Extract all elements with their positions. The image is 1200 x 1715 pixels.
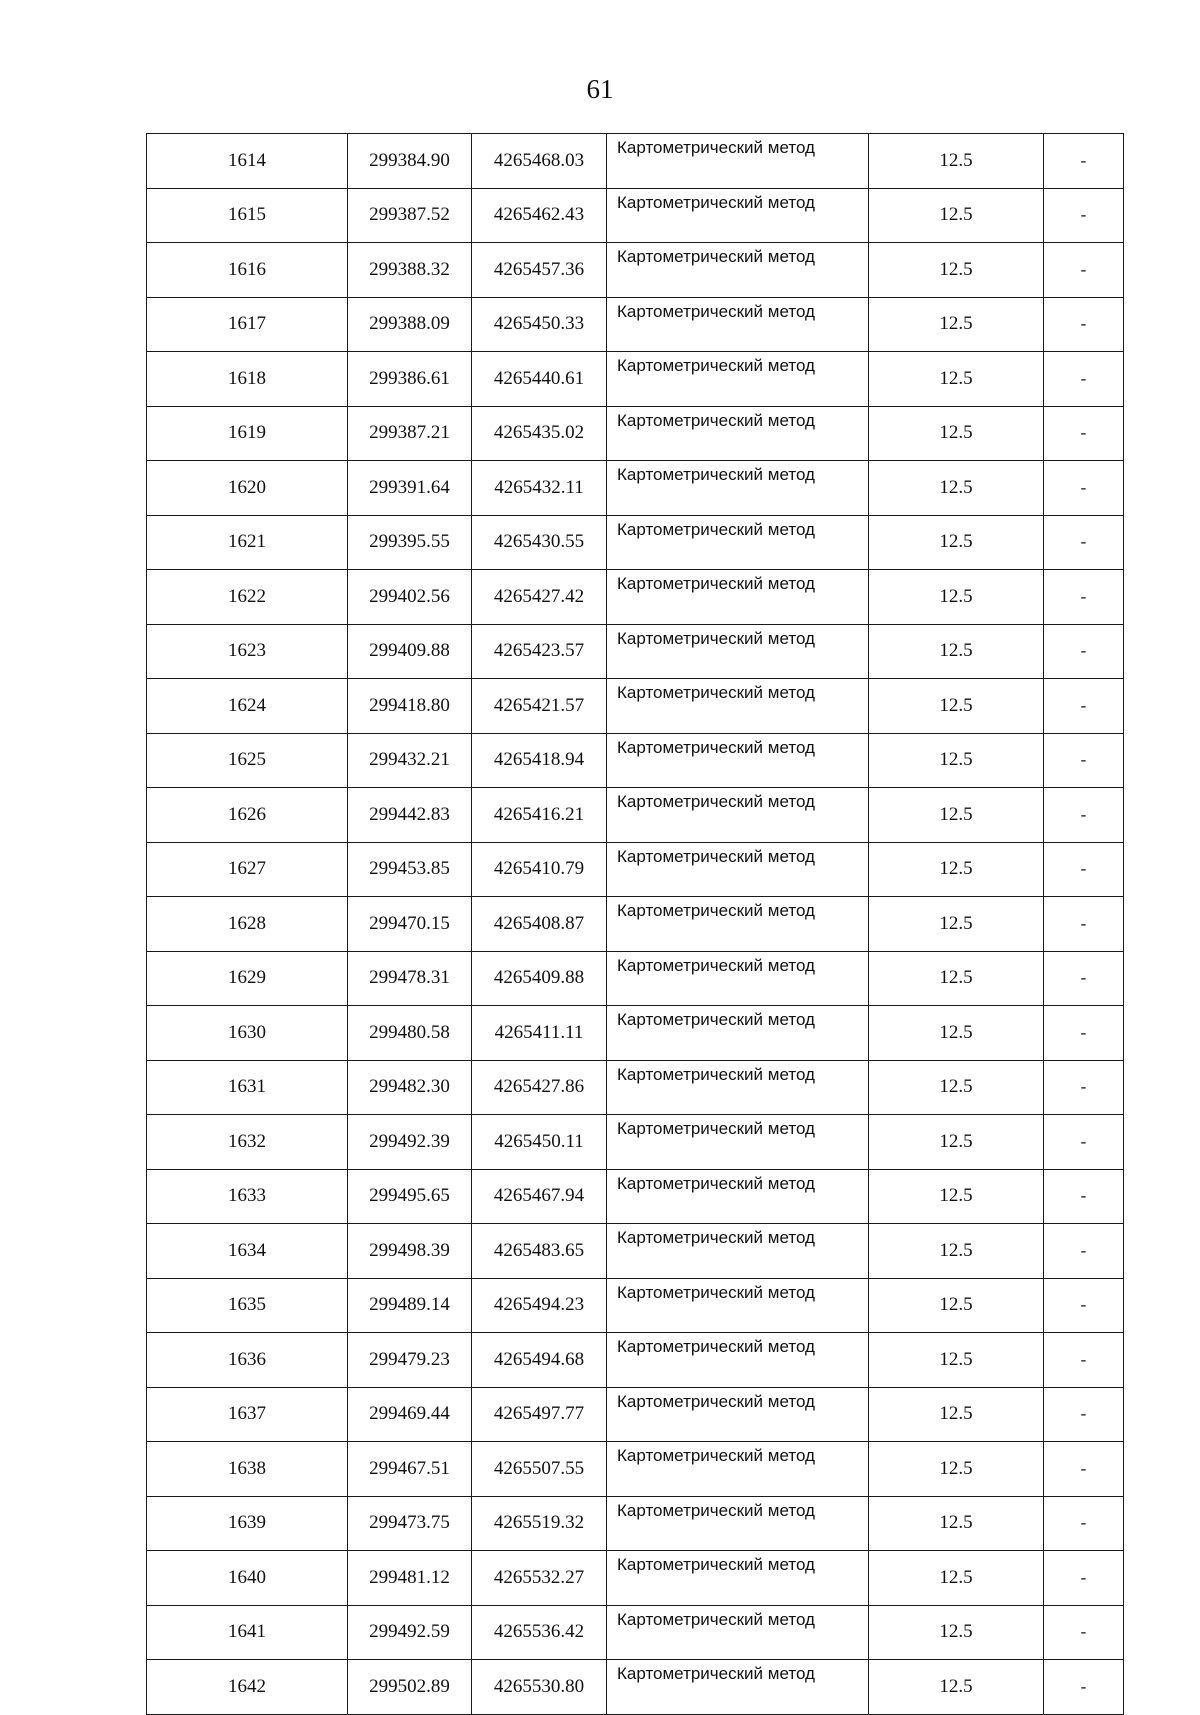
accuracy-cell: 12.5 [869,897,1044,952]
coordinates-table [146,133,1124,1715]
x-coordinate-cell: 299482.30 [348,1060,472,1115]
note-cell: - [1044,1115,1124,1170]
y-coordinate-cell: 4265483.65 [472,1224,607,1279]
point-number-cell: 1624 [147,679,348,734]
method-cell: Картометрический метод [607,1387,869,1442]
method-cell: Картометрический метод [607,679,869,734]
method-cell: Картометрический метод [607,1442,869,1497]
note-cell: - [1044,1006,1124,1061]
table-row [147,842,1124,897]
point-number-cell: 1617 [147,297,348,352]
method-cell: Картометрический метод [607,1060,869,1115]
point-number-cell: 1621 [147,515,348,570]
point-number-cell: 1623 [147,624,348,679]
table-row [147,188,1124,243]
method-cell: Картометрический метод [607,515,869,570]
accuracy-cell: 12.5 [869,297,1044,352]
x-coordinate-cell: 299442.83 [348,788,472,843]
y-coordinate-cell: 4265467.94 [472,1169,607,1224]
method-cell: Картометрический метод [607,951,869,1006]
y-coordinate-cell: 4265435.02 [472,406,607,461]
accuracy-cell: 12.5 [869,134,1044,189]
x-coordinate-cell: 299387.52 [348,188,472,243]
accuracy-cell: 12.5 [869,1496,1044,1551]
point-number-cell: 1636 [147,1333,348,1388]
x-coordinate-cell: 299481.12 [348,1551,472,1606]
y-coordinate-cell: 4265507.55 [472,1442,607,1497]
y-coordinate-cell: 4265494.68 [472,1333,607,1388]
note-cell: - [1044,134,1124,189]
y-coordinate-cell: 4265409.88 [472,951,607,1006]
y-coordinate-cell: 4265430.55 [472,515,607,570]
note-cell: - [1044,1169,1124,1224]
y-coordinate-cell: 4265450.11 [472,1115,607,1170]
note-cell: - [1044,1660,1124,1715]
point-number-cell: 1638 [147,1442,348,1497]
point-number-cell: 1618 [147,352,348,407]
y-coordinate-cell: 4265408.87 [472,897,607,952]
note-cell: - [1044,1551,1124,1606]
note-cell: - [1044,624,1124,679]
point-number-cell: 1631 [147,1060,348,1115]
table-row [147,461,1124,516]
accuracy-cell: 12.5 [869,624,1044,679]
table-body [147,134,1124,1715]
method-cell: Картометрический метод [607,1551,869,1606]
table-row [147,1060,1124,1115]
table-row [147,733,1124,788]
x-coordinate-cell: 299467.51 [348,1442,472,1497]
note-cell: - [1044,188,1124,243]
accuracy-cell: 12.5 [869,406,1044,461]
accuracy-cell: 12.5 [869,1224,1044,1279]
table-row [147,1224,1124,1279]
method-cell: Картометрический метод [607,461,869,516]
point-number-cell: 1625 [147,733,348,788]
table-row [147,570,1124,625]
x-coordinate-cell: 299388.09 [348,297,472,352]
note-cell: - [1044,461,1124,516]
y-coordinate-cell: 4265530.80 [472,1660,607,1715]
table-row [147,243,1124,298]
accuracy-cell: 12.5 [869,1387,1044,1442]
table-row [147,788,1124,843]
table-row [147,352,1124,407]
point-number-cell: 1633 [147,1169,348,1224]
method-cell: Картометрический метод [607,897,869,952]
point-number-cell: 1637 [147,1387,348,1442]
y-coordinate-cell: 4265427.86 [472,1060,607,1115]
table-row [147,406,1124,461]
table-row [147,1333,1124,1388]
method-cell: Картометрический метод [607,1278,869,1333]
method-cell: Картометрический метод [607,406,869,461]
point-number-cell: 1628 [147,897,348,952]
method-cell: Картометрический метод [607,243,869,298]
point-number-cell: 1627 [147,842,348,897]
note-cell: - [1044,1333,1124,1388]
method-cell: Картометрический метод [607,188,869,243]
table-row [147,134,1124,189]
y-coordinate-cell: 4265462.43 [472,188,607,243]
method-cell: Картометрический метод [607,733,869,788]
point-number-cell: 1622 [147,570,348,625]
x-coordinate-cell: 299395.55 [348,515,472,570]
note-cell: - [1044,951,1124,1006]
accuracy-cell: 12.5 [869,352,1044,407]
method-cell: Картометрический метод [607,1333,869,1388]
method-cell: Картометрический метод [607,1169,869,1224]
x-coordinate-cell: 299386.61 [348,352,472,407]
y-coordinate-cell: 4265536.42 [472,1605,607,1660]
table-row [147,1496,1124,1551]
y-coordinate-cell: 4265418.94 [472,733,607,788]
note-cell: - [1044,679,1124,734]
note-cell: - [1044,842,1124,897]
note-cell: - [1044,1387,1124,1442]
y-coordinate-cell: 4265432.11 [472,461,607,516]
x-coordinate-cell: 299409.88 [348,624,472,679]
x-coordinate-cell: 299384.90 [348,134,472,189]
method-cell: Картометрический метод [607,624,869,679]
accuracy-cell: 12.5 [869,1333,1044,1388]
point-number-cell: 1632 [147,1115,348,1170]
note-cell: - [1044,352,1124,407]
point-number-cell: 1630 [147,1006,348,1061]
x-coordinate-cell: 299492.39 [348,1115,472,1170]
method-cell: Картометрический метод [607,570,869,625]
method-cell: Картометрический метод [607,788,869,843]
note-cell: - [1044,570,1124,625]
table-row [147,515,1124,570]
table-row [147,679,1124,734]
method-cell: Картометрический метод [607,352,869,407]
accuracy-cell: 12.5 [869,679,1044,734]
point-number-cell: 1641 [147,1605,348,1660]
point-number-cell: 1629 [147,951,348,1006]
point-number-cell: 1642 [147,1660,348,1715]
method-cell: Картометрический метод [607,1006,869,1061]
point-number-cell: 1620 [147,461,348,516]
method-cell: Картометрический метод [607,134,869,189]
note-cell: - [1044,515,1124,570]
note-cell: - [1044,788,1124,843]
note-cell: - [1044,243,1124,298]
y-coordinate-cell: 4265450.33 [472,297,607,352]
table-row [147,297,1124,352]
accuracy-cell: 12.5 [869,733,1044,788]
y-coordinate-cell: 4265532.27 [472,1551,607,1606]
table-row [147,951,1124,1006]
method-cell: Картометрический метод [607,1224,869,1279]
x-coordinate-cell: 299402.56 [348,570,472,625]
accuracy-cell: 12.5 [869,243,1044,298]
note-cell: - [1044,1442,1124,1497]
accuracy-cell: 12.5 [869,1169,1044,1224]
accuracy-cell: 12.5 [869,515,1044,570]
method-cell: Картометрический метод [607,1496,869,1551]
method-cell: Картометрический метод [607,297,869,352]
method-cell: Картометрический метод [607,842,869,897]
y-coordinate-cell: 4265423.57 [472,624,607,679]
accuracy-cell: 12.5 [869,788,1044,843]
x-coordinate-cell: 299479.23 [348,1333,472,1388]
table-row [147,1387,1124,1442]
point-number-cell: 1614 [147,134,348,189]
point-number-cell: 1634 [147,1224,348,1279]
accuracy-cell: 12.5 [869,1551,1044,1606]
point-number-cell: 1639 [147,1496,348,1551]
x-coordinate-cell: 299469.44 [348,1387,472,1442]
note-cell: - [1044,1605,1124,1660]
accuracy-cell: 12.5 [869,1605,1044,1660]
point-number-cell: 1640 [147,1551,348,1606]
y-coordinate-cell: 4265519.32 [472,1496,607,1551]
x-coordinate-cell: 299478.31 [348,951,472,1006]
table-row [147,1551,1124,1606]
y-coordinate-cell: 4265416.21 [472,788,607,843]
x-coordinate-cell: 299473.75 [348,1496,472,1551]
y-coordinate-cell: 4265494.23 [472,1278,607,1333]
x-coordinate-cell: 299432.21 [348,733,472,788]
point-number-cell: 1619 [147,406,348,461]
y-coordinate-cell: 4265411.11 [472,1006,607,1061]
accuracy-cell: 12.5 [869,842,1044,897]
accuracy-cell: 12.5 [869,1278,1044,1333]
x-coordinate-cell: 299495.65 [348,1169,472,1224]
accuracy-cell: 12.5 [869,1060,1044,1115]
point-number-cell: 1616 [147,243,348,298]
method-cell: Картометрический метод [607,1115,869,1170]
y-coordinate-cell: 4265421.57 [472,679,607,734]
accuracy-cell: 12.5 [869,1660,1044,1715]
method-cell: Картометрический метод [607,1660,869,1715]
table-row [147,1278,1124,1333]
table-row [147,1605,1124,1660]
x-coordinate-cell: 299492.59 [348,1605,472,1660]
table-row [147,1660,1124,1715]
y-coordinate-cell: 4265457.36 [472,243,607,298]
y-coordinate-cell: 4265410.79 [472,842,607,897]
x-coordinate-cell: 299391.64 [348,461,472,516]
note-cell: - [1044,897,1124,952]
table-row [147,1115,1124,1170]
note-cell: - [1044,1496,1124,1551]
note-cell: - [1044,297,1124,352]
method-cell: Картометрический метод [607,1605,869,1660]
table-row [147,1442,1124,1497]
point-number-cell: 1615 [147,188,348,243]
point-number-cell: 1635 [147,1278,348,1333]
x-coordinate-cell: 299387.21 [348,406,472,461]
y-coordinate-cell: 4265468.03 [472,134,607,189]
x-coordinate-cell: 299502.89 [348,1660,472,1715]
x-coordinate-cell: 299498.39 [348,1224,472,1279]
point-number-cell: 1626 [147,788,348,843]
note-cell: - [1044,1278,1124,1333]
accuracy-cell: 12.5 [869,1006,1044,1061]
accuracy-cell: 12.5 [869,951,1044,1006]
table-row [147,1169,1124,1224]
x-coordinate-cell: 299453.85 [348,842,472,897]
note-cell: - [1044,1224,1124,1279]
accuracy-cell: 12.5 [869,461,1044,516]
page-number: 61 [586,74,614,104]
table-row [147,897,1124,952]
y-coordinate-cell: 4265427.42 [472,570,607,625]
note-cell: - [1044,1060,1124,1115]
x-coordinate-cell: 299489.14 [348,1278,472,1333]
accuracy-cell: 12.5 [869,1442,1044,1497]
accuracy-cell: 12.5 [869,570,1044,625]
x-coordinate-cell: 299480.58 [348,1006,472,1061]
x-coordinate-cell: 299470.15 [348,897,472,952]
table-row [147,1006,1124,1061]
y-coordinate-cell: 4265440.61 [472,352,607,407]
x-coordinate-cell: 299418.80 [348,679,472,734]
x-coordinate-cell: 299388.32 [348,243,472,298]
accuracy-cell: 12.5 [869,1115,1044,1170]
table-row [147,624,1124,679]
note-cell: - [1044,406,1124,461]
note-cell: - [1044,733,1124,788]
y-coordinate-cell: 4265497.77 [472,1387,607,1442]
accuracy-cell: 12.5 [869,188,1044,243]
